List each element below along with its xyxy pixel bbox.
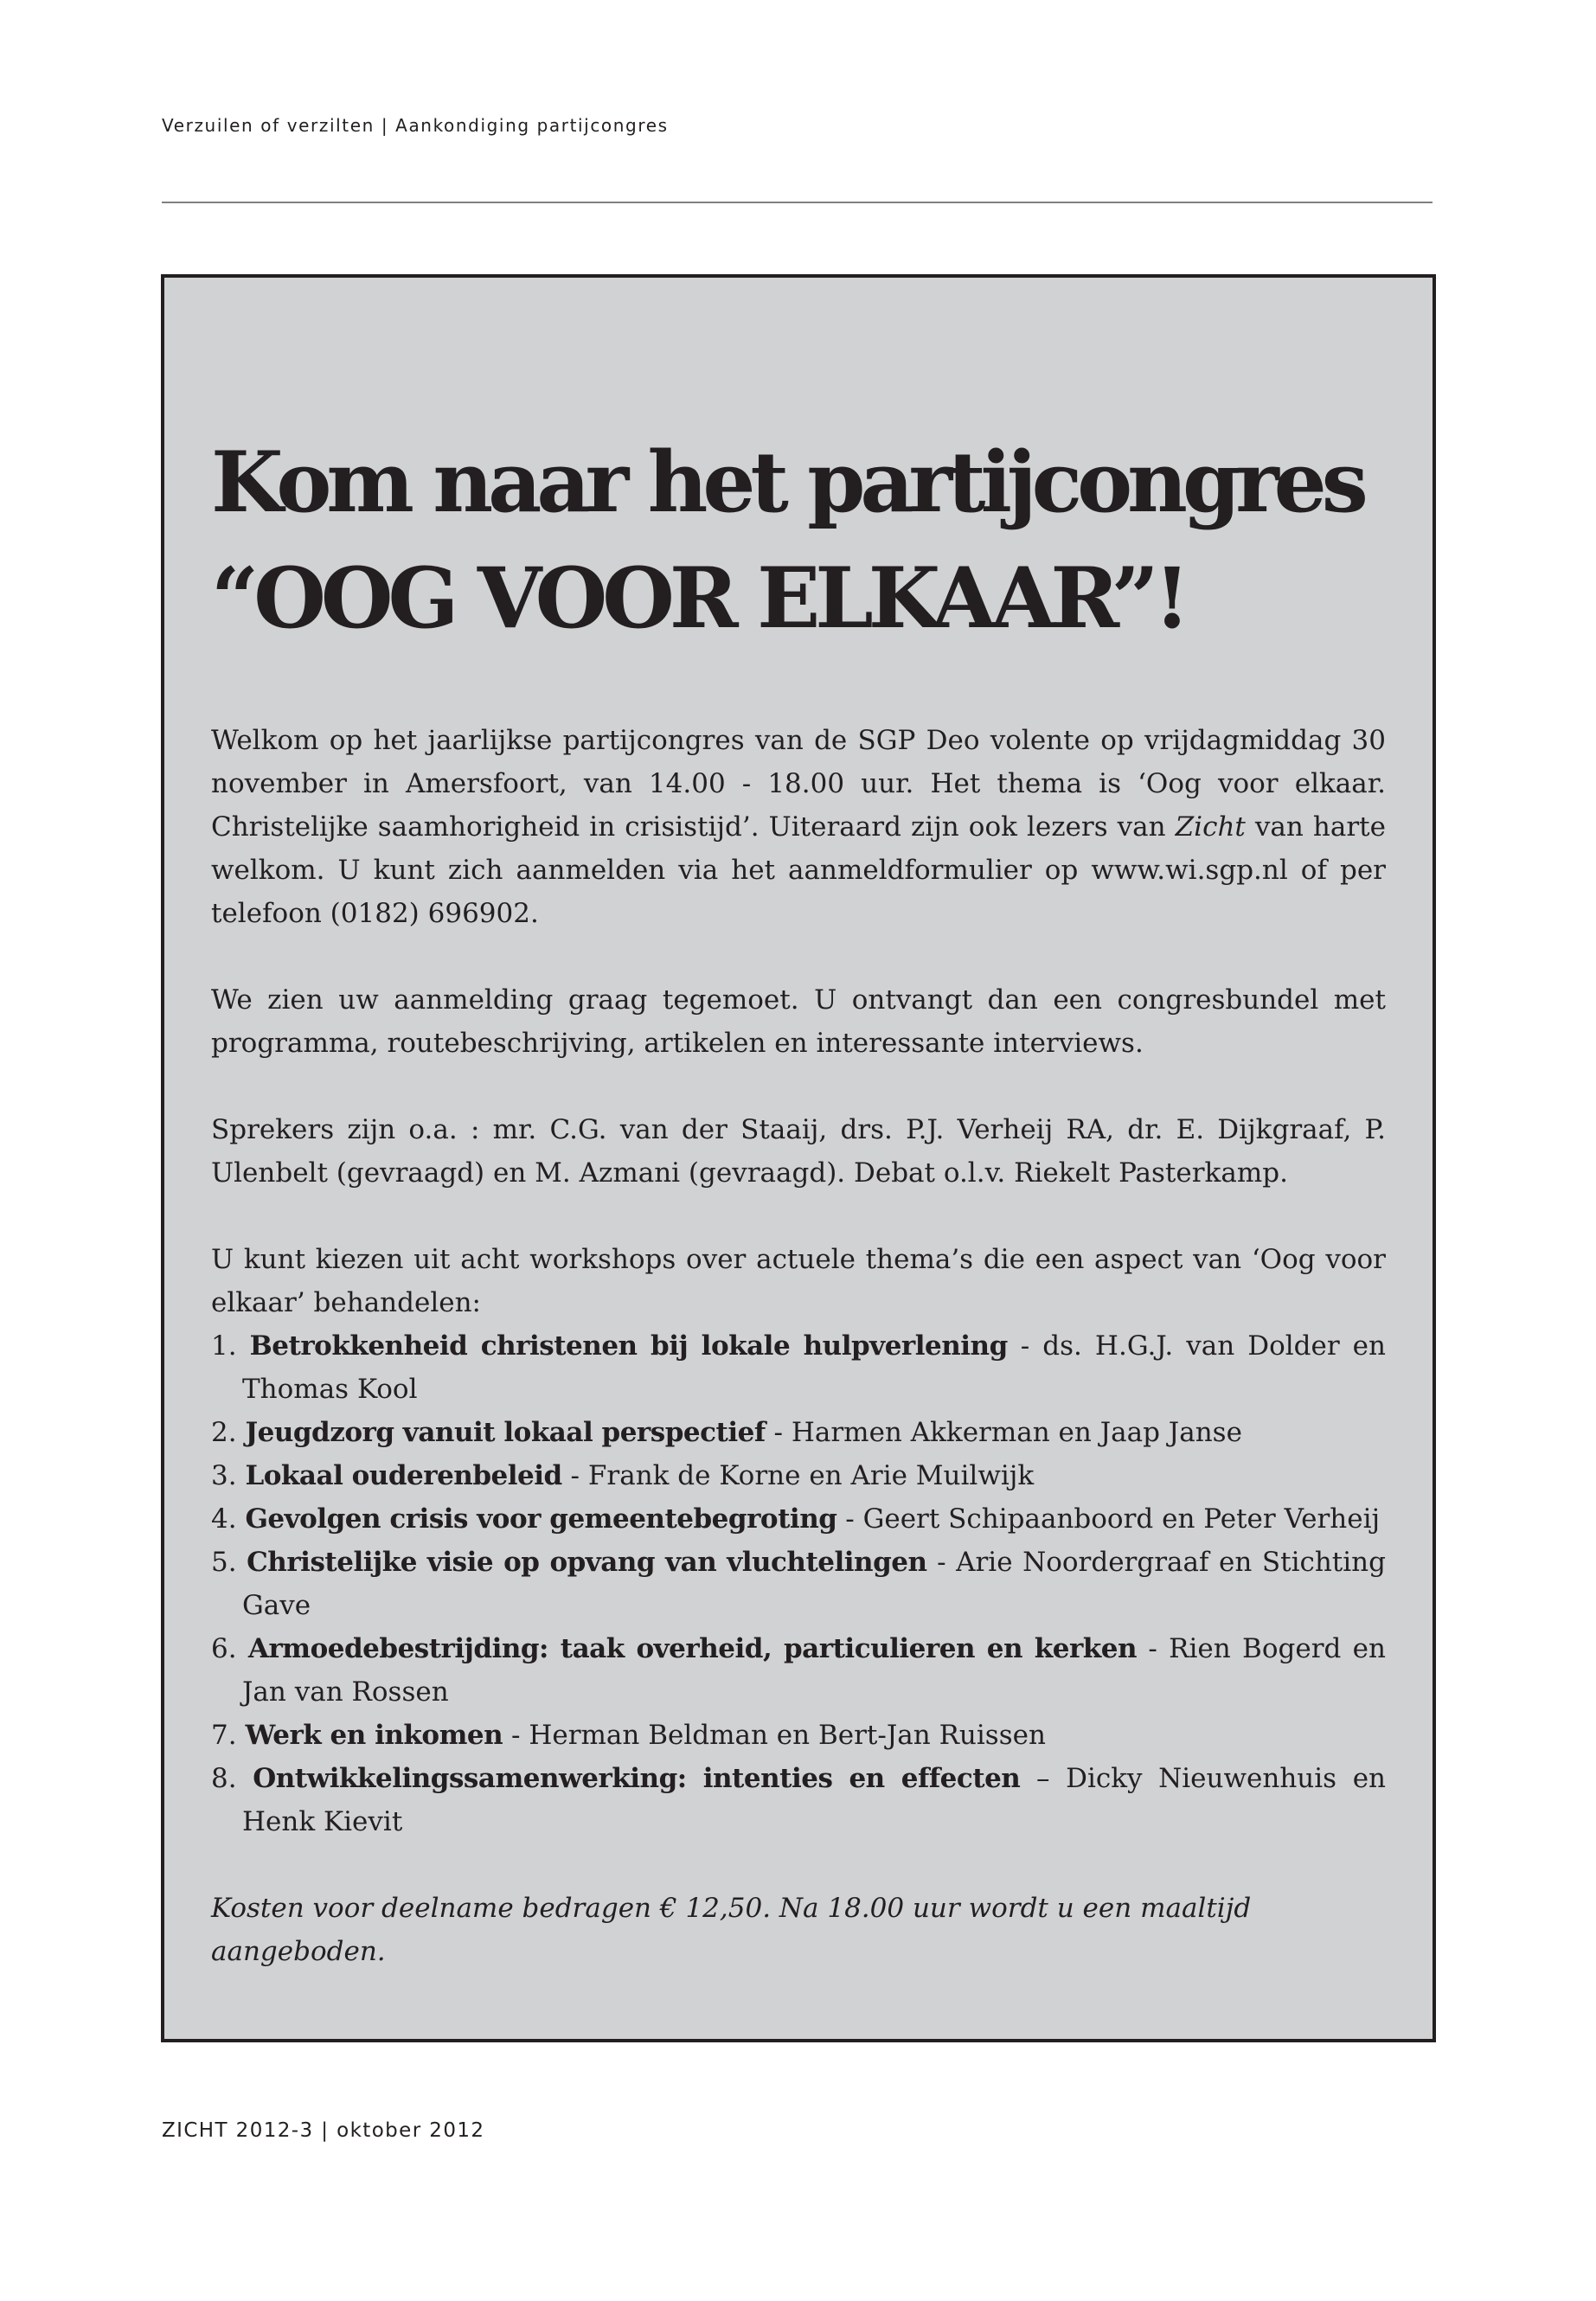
workshop-title: Werk en inkomen <box>245 1720 503 1751</box>
announcement-content <box>211 425 1386 1973</box>
header-divider <box>162 202 1433 203</box>
workshop-number: 8. <box>211 1763 253 1794</box>
workshop-presenters: - Arie Noordergraaf en Stichting Gave <box>242 1547 1386 1621</box>
workshop-item <box>211 1411 1386 1454</box>
workshop-list <box>211 1324 1386 1843</box>
workshop-presenters: - Geert Schipaanboord en Peter Verheij <box>836 1503 1381 1535</box>
workshop-number: 2. <box>211 1417 246 1448</box>
page-footer: ZICHT 2012-3 | oktober 2012 <box>162 2119 485 2142</box>
workshop-title: Jeugdzorg vanuit lokaal perspectief <box>245 1417 766 1448</box>
workshop-item <box>211 1497 1386 1541</box>
workshop-number: 5. <box>211 1547 247 1578</box>
headline-line-2: “OOG VOOR ELKAAR”! <box>211 549 1186 647</box>
workshop-presenters: - Herman Beldman en Bert-Jan Ruissen <box>503 1720 1046 1751</box>
workshop-item <box>211 1757 1386 1843</box>
workshop-item <box>211 1627 1386 1714</box>
workshop-title: Ontwikkelingssamenwerking: intenties en effecten <box>253 1763 1021 1794</box>
workshop-item <box>211 1454 1386 1497</box>
workshop-presenters: - Rien Bogerd en Jan van Rossen <box>242 1633 1386 1708</box>
workshop-presenters: – Dicky Nieuwenhuis en Henk Kievit <box>242 1763 1387 1837</box>
registration-paragraph: We zien uw aanmelding graag tegemoet. U ontvangt dan een congresbundel met programma, routebeschrijving, artikelen en interessante interviews. <box>211 984 1386 1059</box>
workshop-title: Lokaal ouderenbeleid <box>245 1460 562 1491</box>
workshop-title: Armoedebestrijding: taak overheid, particulieren en kerken <box>247 1633 1138 1664</box>
speakers-paragraph: Sprekers zijn o.a. : mr. C.G. van der Staaij, drs. P.J. Verheij RA, dr. E. Dijkgraaf, P. Ulenbelt (gevraagd) en M. Azmani (gevraagd). Debat o.l.v. Riekelt Pasterkamp. <box>211 1114 1386 1189</box>
workshop-number: 3. <box>211 1460 246 1491</box>
workshop-item <box>211 1714 1386 1757</box>
headline <box>211 425 1386 657</box>
announcement-box <box>161 274 1436 2042</box>
intro-text-start: Welkom op het jaarlijkse partijcongres van de SGP Deo volente op vrijdagmiddag 30 november in Amersfoort, van 14.00 - 18.00 uur. Het thema is ‘Oog voor elkaar. Christelijke saamhorigheid in crisistijd’. Uiteraard zijn ook lezers van <box>211 725 1386 843</box>
workshop-number: 7. <box>211 1720 246 1751</box>
intro-text-end: van harte welkom. U kunt zich aanmelden via het aanmeldformulier op www.wi.sgp.nl of per telefoon (0182) 696902. <box>211 811 1386 929</box>
workshop-presenters: - Harmen Akkerman en Jaap Janse <box>765 1417 1242 1448</box>
cost-note: Kosten voor deelname bedragen € 12,50. Na 18.00 uur wordt u een maaltijd aangeboden. <box>211 1893 1252 1967</box>
workshop-number: 4. <box>211 1503 246 1535</box>
workshop-item <box>211 1324 1386 1411</box>
intro-paragraph <box>211 719 1386 935</box>
running-head: Verzuilen of verzilten | Aankondiging partijcongres <box>162 115 669 136</box>
headline-line-1: Kom naar het partijcongres <box>211 433 1363 531</box>
workshop-number: 1. <box>211 1330 250 1362</box>
magazine-name: Zicht <box>1175 811 1246 843</box>
announcement-body <box>211 719 1386 1973</box>
workshop-title: Betrokkenheid christenen bij lokale hulpverlening <box>249 1330 1008 1362</box>
workshop-item <box>211 1541 1386 1627</box>
workshop-presenters: - ds. H.G.J. van Dolder en Thomas Kool <box>242 1330 1386 1405</box>
workshop-presenters: - Frank de Korne en Arie Muilwijk <box>561 1460 1035 1491</box>
workshops-intro: U kunt kiezen uit acht workshops over actuele thema’s die een aspect van ‘Oog voor elkaar’ behandelen: <box>211 1244 1386 1318</box>
workshop-title: Gevolgen crisis voor gemeentebegroting <box>245 1503 837 1535</box>
workshop-title: Christelijke visie op opvang van vluchtelingen <box>247 1547 927 1578</box>
workshop-number: 6. <box>211 1633 248 1664</box>
